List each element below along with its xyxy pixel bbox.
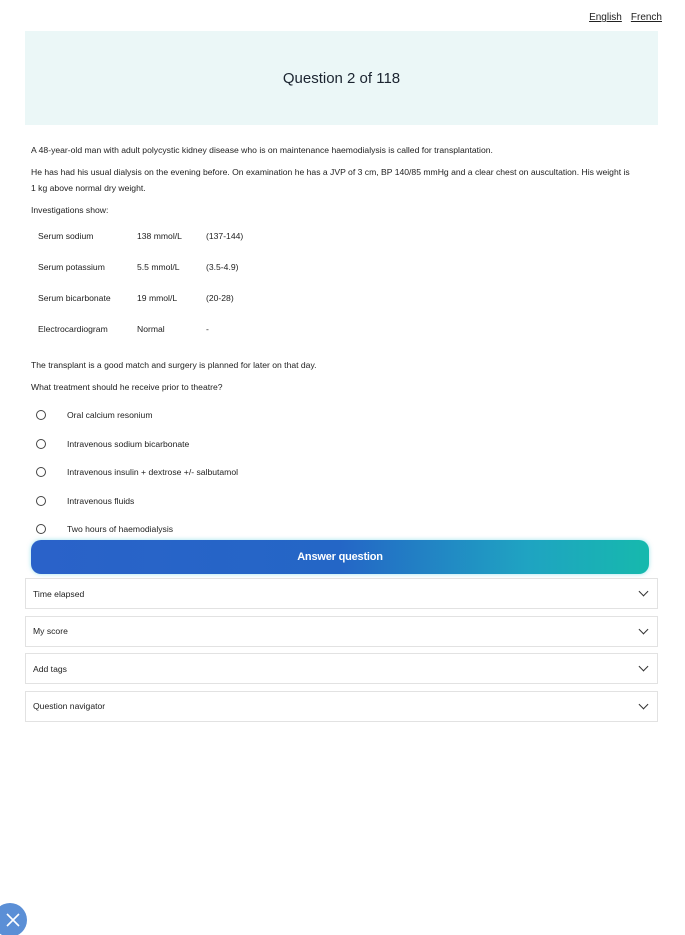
investigation-value: 5.5 mmol/L bbox=[137, 262, 180, 272]
option-label: Intravenous fluids bbox=[67, 495, 135, 506]
chevron-down-icon[interactable] bbox=[639, 587, 649, 597]
chevron-down-icon[interactable] bbox=[639, 624, 649, 634]
language-switcher bbox=[589, 12, 662, 23]
language-french-link[interactable]: French bbox=[630, 12, 662, 23]
question-header bbox=[25, 31, 658, 125]
question-followup bbox=[31, 357, 317, 401]
answer-question-button[interactable] bbox=[31, 540, 649, 574]
investigation-row bbox=[38, 324, 266, 355]
stem-paragraph: A 48-year-old man with adult polycystic kidney disease who is on maintenance haemodialysis is called for transplantation. bbox=[31, 145, 493, 155]
close-button[interactable] bbox=[0, 903, 27, 935]
investigation-range: (20-28) bbox=[206, 293, 234, 303]
option-label: Intravenous sodium bicarbonate bbox=[67, 438, 190, 449]
option-label: Oral calcium resonium bbox=[67, 410, 153, 421]
investigation-row bbox=[38, 293, 266, 324]
stem-paragraph: He has had his usual dialysis on the evening before. On examination he has a JVP of 3 cm, BP 140/85 mmHg and a clear chest on auscultation. His weight is 1 kg above normal dry weight. bbox=[31, 167, 630, 193]
answer-option-1[interactable] bbox=[36, 401, 238, 430]
investigation-value: 138 mmol/L bbox=[137, 231, 182, 241]
investigation-range: (3.5-4.9) bbox=[206, 262, 239, 272]
investigation-test: Serum sodium bbox=[38, 231, 94, 241]
answer-options bbox=[36, 401, 238, 544]
investigation-test: Serum bicarbonate bbox=[38, 293, 111, 303]
radio-button[interactable] bbox=[36, 496, 46, 506]
question-stem bbox=[31, 142, 631, 224]
chevron-down-icon[interactable] bbox=[639, 699, 649, 709]
investigation-value: 19 mmol/L bbox=[137, 293, 178, 303]
option-label: Intravenous insulin + dextrose +/- salbutamol bbox=[67, 467, 239, 478]
investigation-test: Electrocardiogram bbox=[38, 324, 108, 334]
investigations-table bbox=[38, 231, 266, 355]
chevron-down-icon[interactable] bbox=[639, 662, 649, 672]
panel-my-score[interactable] bbox=[25, 616, 658, 647]
panel-time-elapsed[interactable] bbox=[25, 578, 658, 609]
info-panels bbox=[25, 578, 658, 728]
panel-label: Add tags bbox=[33, 663, 67, 674]
investigation-row bbox=[38, 262, 266, 293]
investigation-value: Normal bbox=[137, 324, 165, 334]
investigation-range: - bbox=[206, 324, 209, 334]
answer-option-2[interactable] bbox=[36, 430, 238, 459]
followup-text: The transplant is a good match and surgery is planned for later on that day. bbox=[31, 360, 317, 370]
answer-button-label: Answer question bbox=[297, 551, 383, 563]
close-icon bbox=[5, 912, 21, 928]
language-english-link[interactable]: English bbox=[589, 12, 622, 23]
investigation-row bbox=[38, 231, 266, 262]
radio-button[interactable] bbox=[36, 410, 46, 420]
panel-label: Time elapsed bbox=[33, 588, 85, 599]
radio-button[interactable] bbox=[36, 439, 46, 449]
panel-add-tags[interactable] bbox=[25, 653, 658, 684]
option-label: Two hours of haemodialysis bbox=[67, 524, 174, 535]
question-prompt: What treatment should he receive prior to theatre? bbox=[31, 382, 223, 392]
radio-button[interactable] bbox=[36, 467, 46, 477]
question-counter: Question 2 of 118 bbox=[282, 69, 401, 87]
investigation-test: Serum potassium bbox=[38, 262, 105, 272]
answer-option-4[interactable] bbox=[36, 487, 238, 516]
stem-paragraph: Investigations show: bbox=[31, 205, 109, 215]
radio-button[interactable] bbox=[36, 524, 46, 534]
panel-label: My score bbox=[33, 626, 68, 636]
panel-question-navigator[interactable] bbox=[25, 691, 658, 722]
panel-label: Question navigator bbox=[33, 701, 106, 711]
investigation-range: (137-144) bbox=[206, 231, 244, 241]
answer-option-3[interactable] bbox=[36, 458, 238, 487]
